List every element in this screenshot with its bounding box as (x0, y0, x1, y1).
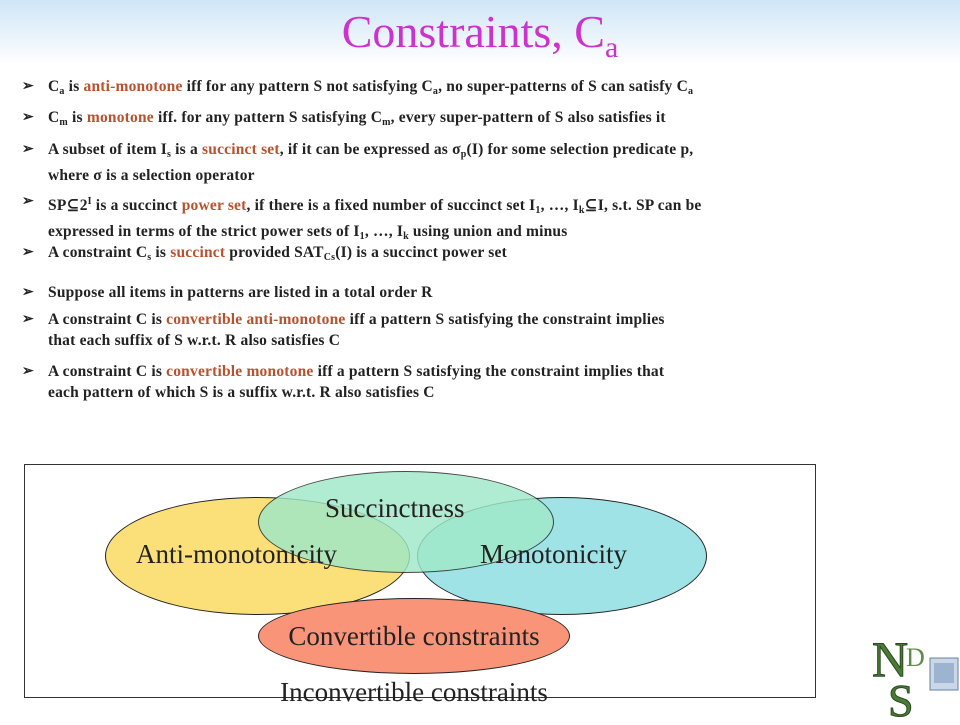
label-convertible-constraints: Convertible constraints (288, 620, 540, 651)
text: A constraint C is (48, 363, 167, 380)
sub: m (382, 117, 391, 128)
text: where (48, 167, 94, 184)
sub: 1 (359, 231, 365, 242)
title-subscript: a (604, 31, 619, 64)
bullet-total-order (22, 282, 947, 309)
bullet-power-set (22, 191, 947, 242)
text: is (151, 244, 171, 261)
text: A constraint C is (48, 311, 167, 328)
sub: a (687, 86, 694, 97)
text: is a succinct (91, 197, 182, 214)
title-text: Constraints, C (341, 6, 605, 57)
term-power-set: power set (181, 197, 247, 214)
arrow-bullet-icon: ➢ (22, 364, 34, 379)
term-succinct: succinct (170, 244, 226, 261)
text: C (48, 109, 60, 126)
text: (I) for some selection predicate p, (466, 141, 694, 158)
text: is a (171, 141, 203, 158)
bullet-anti-monotone (22, 76, 947, 107)
text: , …, I (364, 223, 404, 240)
text: that each suffix of S w.r.t. R also satisfies C (48, 332, 341, 349)
label-monotonicity: Monotonicity (480, 539, 627, 569)
term-monotone: monotone (86, 109, 154, 126)
text: iff for any pattern S not satisfying C (182, 78, 433, 95)
label-anti-monotonicity: Anti-monotonicity (136, 539, 337, 569)
text: A constraint C (48, 244, 148, 261)
text: iff a pattern S satisfying the constraint implies that (313, 363, 665, 380)
sub: k (403, 231, 409, 242)
sigma: σ (452, 141, 461, 158)
text: is (64, 78, 84, 95)
sub: Cs (323, 252, 336, 263)
text: , …, I (540, 197, 579, 214)
subset-symbol: ⊆ (66, 197, 80, 214)
nds-logo (868, 628, 960, 720)
arrow-bullet-icon: ➢ (22, 79, 34, 94)
text: , no super-patterns of S can satisfy C (438, 78, 688, 95)
bullet-list (22, 76, 947, 405)
sub: a (432, 86, 439, 97)
arrow-bullet-icon: ➢ (22, 142, 34, 157)
text: iff a pattern S satisfying the constraint implies (345, 311, 665, 328)
svg-text:D: D (906, 643, 925, 672)
text: is (67, 109, 87, 126)
text: provided SAT (225, 244, 324, 261)
text: (I) is a succinct power set (335, 244, 507, 261)
subset-symbol: ⊆ (584, 197, 598, 214)
sub: 1 (535, 205, 541, 216)
bullet-convertible-anti-monotone (22, 309, 947, 361)
sub: k (578, 205, 585, 216)
text: each pattern of which S is a suffix w.r.t. R also satisfies C (48, 384, 435, 401)
term-succinct-set: succinct set (202, 141, 280, 158)
arrow-bullet-icon: ➢ (22, 312, 34, 327)
svg-text:N: N (872, 631, 909, 687)
text: C (48, 78, 60, 95)
text: SP (48, 197, 67, 214)
sub: s (147, 252, 152, 263)
arrow-bullet-icon: ➢ (22, 285, 34, 300)
sub: a (59, 86, 65, 97)
slide-title (0, 4, 960, 76)
venn-diagram (24, 464, 816, 707)
text: , every super-pattern of S also satisfies it (390, 109, 666, 126)
ellipse-convertible-constraints (258, 598, 570, 674)
text: iff. for any pattern S satisfying C (153, 109, 383, 126)
text: is a selection operator (101, 167, 255, 184)
text: Suppose all items in patterns are listed in a total order R (48, 284, 433, 301)
sup: I (87, 196, 92, 207)
text: , if it can be expressed as (279, 141, 453, 158)
label-inconvertible-constraints: Inconvertible constraints (280, 677, 548, 707)
bullet-succinct-set (22, 139, 947, 191)
text: , if there is a fixed number of succinct set I (246, 197, 536, 214)
term-anti-monotone: anti-monotone (83, 78, 183, 95)
term-convertible-anti-monotone: convertible anti-monotone (166, 311, 346, 328)
term-convertible-monotone: convertible monotone (166, 363, 314, 380)
svg-text:S: S (888, 675, 914, 720)
text: using union and minus (408, 223, 568, 240)
label-succinctness: Succinctness (325, 493, 465, 523)
bullet-convertible-monotone (22, 361, 947, 405)
bullet-succinct (22, 242, 947, 282)
sub: m (59, 117, 68, 128)
bullet-monotone (22, 107, 947, 139)
nds-logo-icon (868, 628, 960, 720)
arrow-bullet-icon: ➢ (22, 110, 34, 125)
text: expressed in terms of the strict power sets of I (48, 223, 360, 240)
sub: p (460, 149, 467, 160)
sub: s (167, 149, 172, 160)
arrow-bullet-icon: ➢ (22, 245, 34, 260)
text: I, s.t. SP can be (597, 197, 702, 214)
text: A subset of item I (48, 141, 167, 158)
text: 2 (79, 197, 88, 214)
arrow-bullet-icon: ➢ (22, 194, 34, 209)
sigma: σ (93, 167, 102, 184)
